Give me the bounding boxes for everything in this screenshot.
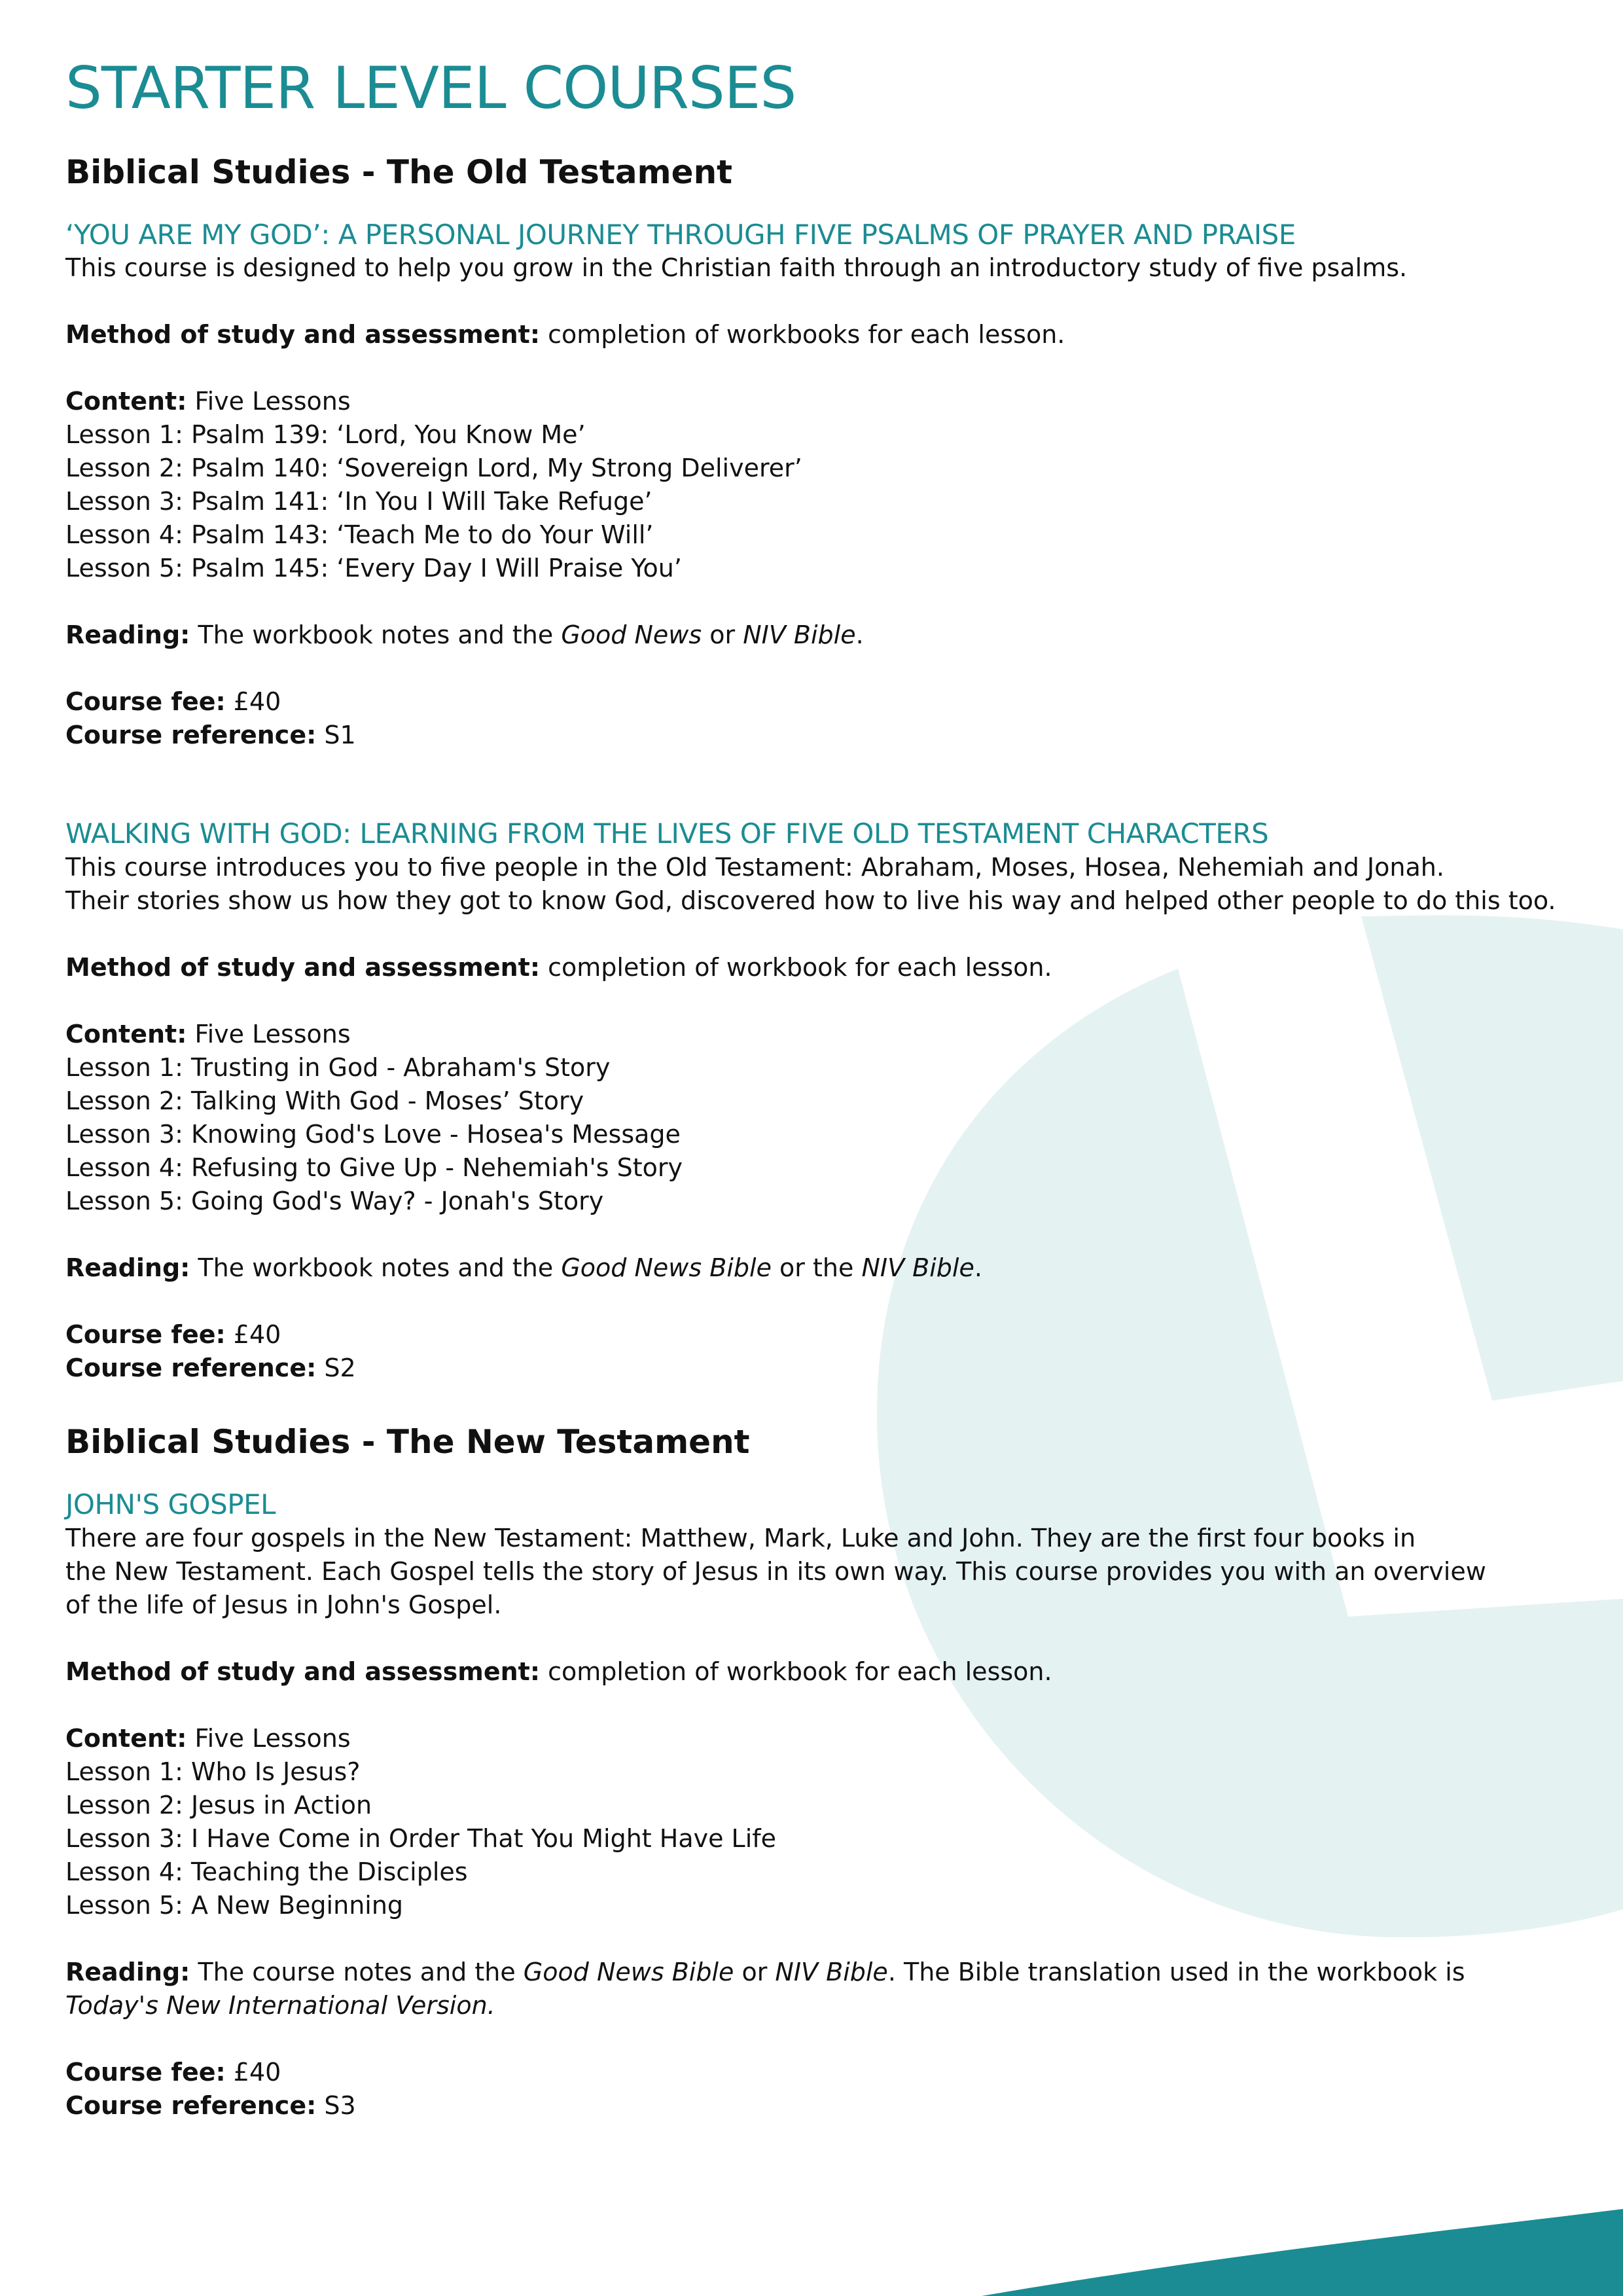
lesson-item: Lesson 1: Psalm 139: ‘Lord, You Know Me’ xyxy=(65,420,586,450)
reading-text: . xyxy=(855,620,864,650)
method-line xyxy=(65,1655,1610,1689)
fee-line xyxy=(65,1318,1610,1352)
course-intro: This course is designed to help you grow in the Christian faith through an introductory study of five psalms. xyxy=(65,253,1408,283)
method-label: Method of study and assessment: xyxy=(65,320,541,350)
reading-book: Good News Bible xyxy=(523,1957,734,1986)
content-line xyxy=(65,1018,1610,1051)
lesson-item: Lesson 5: Psalm 145: ‘Every Day I Will Praise You’ xyxy=(65,554,682,583)
method-label: Method of study and assessment: xyxy=(65,952,541,982)
reference-label: Course reference: xyxy=(65,721,317,750)
fee-value: £40 xyxy=(225,2057,281,2087)
section-heading-old-testament: Biblical Studies - The Old Testament xyxy=(65,152,733,191)
fee-label: Course fee: xyxy=(65,2057,226,2087)
content-label: Content: xyxy=(65,387,187,416)
lesson-item: Lesson 5: A New Beginning xyxy=(65,1890,404,1920)
method-label: Method of study and assessment: xyxy=(65,1657,541,1686)
bottom-swoosh xyxy=(982,2209,1623,2296)
course-intro: Their stories show us how they got to know God, discovered how to live his way and helped other people to do this too. xyxy=(65,886,1556,915)
reading-book: NIV Bible xyxy=(861,1253,974,1282)
course-s2 xyxy=(65,817,1610,1384)
course-s3 xyxy=(65,1488,1610,2122)
content-value: Five Lessons xyxy=(187,387,351,416)
course-intro: of the life of Jesus in John's Gospel. xyxy=(65,1590,502,1619)
course-intro: There are four gospels in the New Testament: Matthew, Mark, Luke and John. They are the first four books in xyxy=(65,1523,1416,1552)
course-title: ‘YOU ARE MY GOD’: A PERSONAL JOURNEY THROUGH FIVE PSALMS OF PRAYER AND PRAISE xyxy=(65,219,1296,251)
lesson-item: Lesson 1: Who Is Jesus? xyxy=(65,1757,361,1786)
lesson-item: Lesson 3: Psalm 141: ‘In You I Will Take Refuge’ xyxy=(65,487,652,516)
fee-label: Course fee: xyxy=(65,687,226,717)
reference-value: S3 xyxy=(316,2090,356,2120)
lesson-item: Lesson 5: Going God's Way? - Jonah's Story xyxy=(65,1186,604,1215)
fee-value: £40 xyxy=(225,687,281,717)
reading-book: NIV Bible xyxy=(775,1957,888,1986)
content-label: Content: xyxy=(65,1723,187,1753)
lesson-item: Lesson 3: I Have Come in Order That You Might Have Life xyxy=(65,1823,777,1853)
fee-line xyxy=(65,2056,1610,2089)
reading-line-2 xyxy=(65,1989,1610,2022)
lesson-list xyxy=(65,1051,1610,1218)
content-value: Five Lessons xyxy=(187,1019,351,1049)
content-value: Five Lessons xyxy=(187,1723,351,1753)
lesson-item: Lesson 3: Knowing God's Love - Hosea's Message xyxy=(65,1119,681,1149)
lesson-item: Lesson 4: Refusing to Give Up - Nehemiah's Story xyxy=(65,1153,683,1182)
reference-line xyxy=(65,719,1610,752)
reading-text: The workbook notes and the xyxy=(190,620,562,650)
reading-line xyxy=(65,1251,1610,1285)
method-value: completion of workbook for each lesson. xyxy=(540,952,1052,982)
reference-value: S2 xyxy=(316,1353,356,1382)
reference-value: S1 xyxy=(316,721,356,750)
content-line xyxy=(65,385,1610,418)
reading-text: The course notes and the xyxy=(190,1957,524,1986)
lesson-item: Lesson 2: Talking With God - Moses’ Story xyxy=(65,1086,584,1115)
lesson-item: Lesson 4: Teaching the Disciples xyxy=(65,1857,468,1886)
page-content xyxy=(65,47,1610,2123)
reading-label: Reading: xyxy=(65,1957,190,1986)
lesson-item: Lesson 2: Psalm 140: ‘Sovereign Lord, My Strong Deliverer’ xyxy=(65,454,802,483)
reference-line xyxy=(65,2089,1610,2123)
reading-text: or xyxy=(702,620,743,650)
reading-line xyxy=(65,1956,1610,1989)
lesson-item: Lesson 4: Psalm 143: ‘Teach Me to do Your Will’ xyxy=(65,520,654,550)
reading-text: or xyxy=(734,1957,776,1986)
course-intro: the New Testament. Each Gospel tells the story of Jesus in its own way. This course provides you with an overview xyxy=(65,1556,1486,1586)
page-title: STARTER LEVEL COURSES xyxy=(65,54,796,122)
method-line xyxy=(65,318,1610,351)
content-line xyxy=(65,1722,1610,1755)
fee-value: £40 xyxy=(225,1319,281,1349)
reading-book: Good News xyxy=(561,620,702,650)
course-title: WALKING WITH GOD: LEARNING FROM THE LIVES OF FIVE OLD TESTAMENT CHARACTERS xyxy=(65,817,1269,850)
fee-label: Course fee: xyxy=(65,1319,226,1349)
reading-text: . The Bible translation used in the workbook is xyxy=(887,1957,1465,1986)
reference-label: Course reference: xyxy=(65,1353,317,1382)
method-line xyxy=(65,951,1610,984)
course-intro: This course introduces you to five people in the Old Testament: Abraham, Moses, Hosea, Nehemiah and Jonah. xyxy=(65,852,1444,882)
course-s1 xyxy=(65,219,1610,752)
lesson-list xyxy=(65,1755,1610,1922)
content-label: Content: xyxy=(65,1019,187,1049)
lesson-item: Lesson 1: Trusting in God - Abraham's Story xyxy=(65,1052,611,1082)
reading-book: Good News Bible xyxy=(561,1253,772,1282)
course-title: JOHN'S GOSPEL xyxy=(65,1488,276,1521)
reference-line xyxy=(65,1352,1610,1385)
reading-translation: Today's New International Version. xyxy=(65,1990,495,2020)
reading-label: Reading: xyxy=(65,1253,190,1282)
reading-text: or the xyxy=(771,1253,862,1282)
method-value: completion of workbooks for each lesson. xyxy=(540,320,1065,350)
fee-line xyxy=(65,685,1610,719)
lesson-list xyxy=(65,418,1610,585)
lesson-item: Lesson 2: Jesus in Action xyxy=(65,1790,372,1820)
reading-line xyxy=(65,619,1610,652)
reading-label: Reading: xyxy=(65,620,190,650)
method-value: completion of workbook for each lesson. xyxy=(540,1657,1052,1686)
section-heading-new-testament: Biblical Studies - The New Testament xyxy=(65,1422,750,1461)
reading-text: The workbook notes and the xyxy=(190,1253,562,1282)
reading-text: . xyxy=(974,1253,982,1282)
reference-label: Course reference: xyxy=(65,2090,317,2120)
reading-book: NIV Bible xyxy=(743,620,856,650)
